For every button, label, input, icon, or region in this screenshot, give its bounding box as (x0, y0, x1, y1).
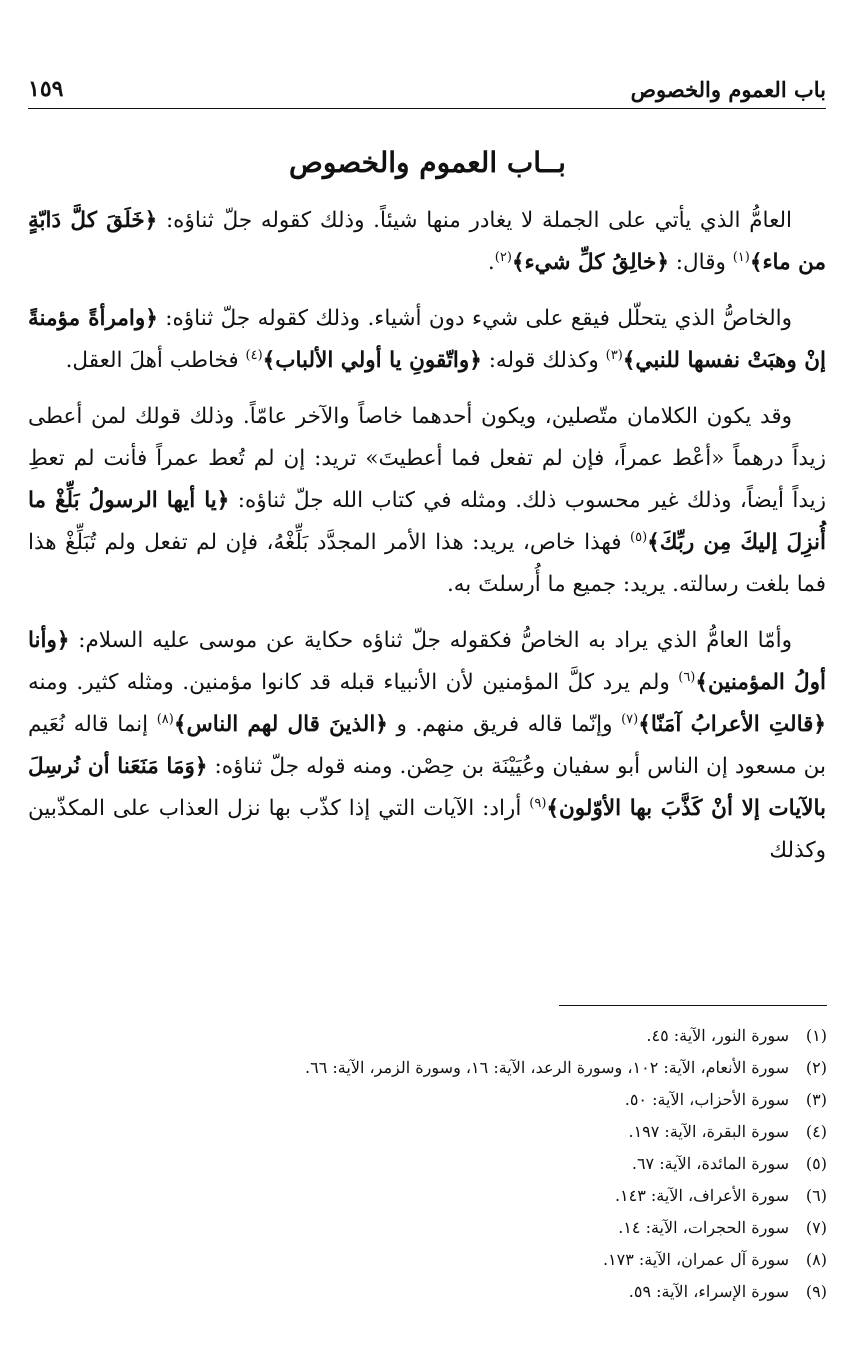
paragraph (28, 298, 826, 382)
footnote-number: (٧) (805, 1218, 827, 1237)
body-text (28, 200, 826, 886)
footnote-text: سورة المائدة، الآية: ٦٧. (631, 1154, 789, 1173)
text-run: وقد يكون الكلامان متّصلين، ويكون أحدهما خاصاً والآخر عامّاً. وذلك قولك لمن أعطى زيداً درهماً «أعْط عمراً، فإن لم تفعل فما أعطيتَ» تريد: إن لم تُعط عمراً فأنت لم تعطِ زيداً أيضاً، وذلك غير محسوب ذلك. ومثله في كتاب الله جلّ ثناؤه: (28, 404, 826, 513)
footnote-ref: (٣) (605, 347, 623, 363)
footnote-text: سورة آل عمران، الآية: ١٧٣. (602, 1250, 789, 1269)
footnote (29, 1244, 827, 1276)
footnote-number: (٤) (805, 1122, 827, 1141)
quran-quote: ﴿الذينَ قال لهم الناس﴾ (173, 712, 388, 737)
text-run: وأمّا العامُّ الذي يراد به الخاصُّ فكقوله جلّ ثناؤه حكاية عن موسى عليه السلام: (69, 628, 792, 653)
footnote (29, 1116, 827, 1148)
footnote-text: سورة الإسراء، الآية: ٥٩. (628, 1282, 789, 1301)
footnote-ref: (٥) (630, 529, 648, 545)
page-header (28, 70, 826, 109)
footnote-ref: (٧) (621, 711, 639, 727)
footnote-text: سورة البقرة، الآية: ١٩٧. (628, 1122, 789, 1141)
footnote-ref: (٦) (678, 669, 696, 685)
footnote (29, 1148, 827, 1180)
text-run: إنما قاله نُعَيم بن مسعود إن الناس أبو سفيان وعُيَيْنَة بن حِصْن. ومنه قوله جلّ ثناؤه: (28, 712, 826, 779)
footnote-number: (٨) (805, 1250, 827, 1269)
paragraph (28, 396, 826, 606)
text-run: فخاطب أهلَ العقل. (65, 348, 246, 373)
footnote-ref: (٨) (156, 711, 174, 727)
footnote-ref: (٩) (529, 795, 547, 811)
quran-quote: ﴿يا أيها الرسولُ بَلِّغْ ما أُنزِلَ إليكَ مِن ربِّكَ﴾ (28, 488, 826, 555)
footnote-number: (٢) (805, 1058, 827, 1077)
paragraph (28, 620, 826, 872)
text-run: وقال: (668, 250, 733, 275)
text-run: وكذلك قوله: (481, 348, 606, 373)
footnote (29, 1020, 827, 1052)
footnote-number: (١) (805, 1026, 827, 1045)
page-number: ١٥٩ (28, 76, 64, 102)
footnote (29, 1276, 827, 1308)
text-run: . (487, 250, 495, 275)
quran-quote: ﴿خَلَقَ كلَّ دَابّةٍ من ماء﴾ (28, 208, 826, 275)
footnote-ref: (١) (732, 249, 750, 265)
footnote (29, 1180, 827, 1212)
quran-quote: ﴿قالتِ الأعرابُ آمَنّا﴾ (638, 712, 827, 737)
footnote (29, 1052, 827, 1084)
quran-quote: ﴿خالِقُ كلِّ شيء﴾ (511, 250, 669, 275)
footnote-number: (٥) (805, 1154, 827, 1173)
text-run: فهذا خاص، يريد: هذا الأمر المجدَّد بَلِّغْهُ، فإن لم تفعل ولم تُبَلِّغْ هذا فما بلغت رسالته. يريد: جميع ما أُرسلتَ به. (28, 530, 826, 597)
chapter-title: بــاب العموم والخصوص (289, 146, 566, 179)
paragraph (28, 200, 826, 284)
footnote-text: سورة النور، الآية: ٤٥. (646, 1026, 789, 1045)
footnote-number: (٩) (805, 1282, 827, 1301)
text-run: ولم يرد كلَّ المؤمنين لأن الأنبياء قبله قد كانوا مؤمنين. ومثله كثير. ومنه (28, 670, 679, 695)
footnote-text: سورة الأنعام، الآية: ١٠٢، وسورة الرعد، الآية: ١٦، وسورة الزمر، الآية: ٦٦. (305, 1058, 789, 1077)
footnote-text: سورة الأعراف، الآية: ١٤٣. (614, 1186, 789, 1205)
quran-quote: ﴿واتّقونِ يا أولي الألباب﴾ (262, 348, 482, 373)
text-run: العامُّ الذي يأتي على الجملة لا يغادر منها شيئاً. وذلك كقوله جلّ ثناؤه: (157, 208, 792, 233)
footnote-number: (٣) (805, 1090, 827, 1109)
text-run: وإنّما قاله فريق منهم. و (387, 712, 622, 737)
footnote (29, 1212, 827, 1244)
footnotes (29, 1020, 827, 1308)
running-head: باب العموم والخصوص (630, 76, 826, 102)
footnote-separator (559, 1005, 827, 1006)
footnote-ref: (٤) (245, 347, 263, 363)
footnote-text: سورة الأحزاب، الآية: ٥٠. (624, 1090, 789, 1109)
footnote-number: (٦) (805, 1186, 827, 1205)
text-run: أراد: الآيات التي إذا كذّب بها نزل العذاب على المكذّبين وكذلك (28, 796, 826, 863)
text-run: والخاصُّ الذي يتحلّل فيقع على شيء دون أشياء. وذلك كقوله جلّ ثناؤه: (157, 306, 792, 331)
footnote-ref: (٢) (494, 249, 512, 265)
quran-quote: ﴿وَمَا مَنَعَنا أن نُرسِلَ بالآيات إلا أنْ كَذَّبَ بها الأوّلون﴾ (28, 754, 826, 821)
quran-quote: ﴿وأنا أولُ المؤمنين﴾ (28, 628, 826, 695)
footnote-text: سورة الحجرات، الآية: ١٤. (618, 1218, 789, 1237)
quran-quote: ﴿وامرأةً مؤمنةً إنْ وهبَتْ نفسها للنبي﴾ (28, 306, 826, 373)
footnote (29, 1084, 827, 1116)
